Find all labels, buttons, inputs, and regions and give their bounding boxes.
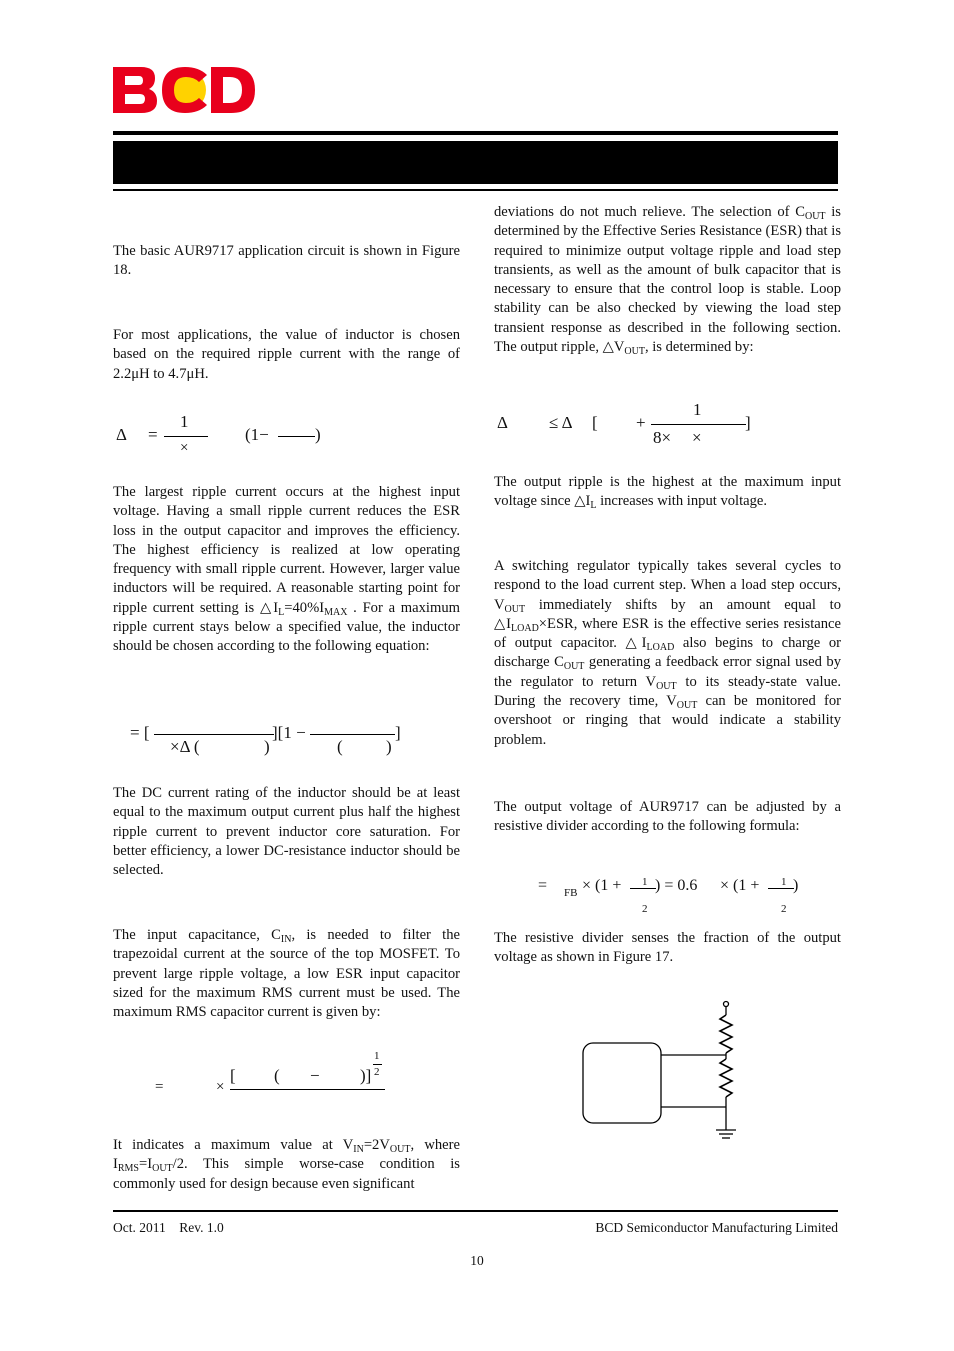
footer-date-revision: Oct. 2011 Rev. 1.0 <box>113 1220 224 1235</box>
eq5-equals: = <box>538 877 548 894</box>
p3-text-b: =40%I <box>284 599 325 616</box>
eq3-exponent-bar <box>373 1064 382 1065</box>
rp2-text-b: increases with input voltage. <box>596 493 768 510</box>
p5-sub-in: IN <box>280 934 292 945</box>
eq5-close2: ) <box>793 877 799 894</box>
eq2-close2: ) <box>386 737 392 756</box>
eq5-times1: × (1 + <box>582 877 622 894</box>
eq1-paren: (1− <box>245 425 269 444</box>
rp3-text-f: to its steady-state value. During the recovery time, V <box>494 673 841 710</box>
resistor-r2 <box>720 1059 732 1097</box>
rp3-sub-load: LOAD <box>511 622 539 634</box>
eq2-fraction-bar-2 <box>310 734 395 735</box>
p3-sub-max: MAX <box>324 606 348 618</box>
rp3-text-b: immediately shifts by an amount equal to △I <box>494 596 841 632</box>
eq3-close: )] <box>360 1066 372 1085</box>
eq1-close: ) <box>315 425 321 444</box>
eq5-two2: 2 <box>781 903 787 915</box>
footer-rule <box>113 1210 838 1212</box>
p6-sub-out: OUT <box>389 1144 411 1155</box>
rp3-sub-out4: OUT <box>676 700 698 712</box>
p3-text-a: The largest ripple current occurs at the highest input voltage. Having a small ripple current reduces the ESR loss in the output capacitor and improves the efficiency. The highest efficiency is realized at low operating frequency with small ripple current. However, larger value inductors will be required. A reasonable starting point for ripple current setting is △I <box>113 484 460 616</box>
rp3-text-g: can be monitored for overshoot or ringing that would indicate a stability problem. <box>494 693 842 748</box>
rp3-sub-load2: LOAD <box>646 642 675 654</box>
p5-text-b: , is needed to filter the trapezoidal current at the source of the top MOSFET. To prevent large ripple voltage, a low ESR input capacitor sized for the maximum RMS current must be used. The maximum RMS capacitor current is given by: <box>113 927 460 1021</box>
logo-letter-d <box>211 67 255 113</box>
eq2-lead: = [ <box>130 723 150 742</box>
rp3-text-d: also begins to charge or discharge C <box>494 635 841 671</box>
rp1-text-b: is determined by the Effective Series Resistance (ESR) that is required to minimize output voltage ripple and load step transients, as well as the amount of bulk capacitor that is necessary to ensure that the control loop is stable. Loop stability can be also checked by viewing the load step transient response as described in the following section. The output ripple, △V <box>494 204 841 356</box>
rp1-sub-out: OUT <box>804 211 826 222</box>
eq3-exponent-num: 1 <box>374 1050 380 1062</box>
eq1-fraction-bar <box>164 436 208 437</box>
paragraph-resistive-divider: The resistive divider senses the fraction of the output voltage as shown in Figure 17. <box>494 930 841 966</box>
p6-sub-out2: OUT <box>152 1163 173 1175</box>
eq4-times: × <box>692 428 702 447</box>
p6-sub-rms: RMS <box>117 1163 139 1175</box>
eq1-times: × <box>180 440 189 456</box>
rp2-text-a: The output ripple is the highest at the maximum input voltage since △I <box>494 474 841 510</box>
resistor-r1 <box>720 1015 732 1053</box>
eq4-delta: Δ <box>497 413 508 432</box>
paragraph-input-capacitance <box>113 926 460 1022</box>
eq5-close1: ) = 0.6 <box>655 877 698 894</box>
eq4-numerator: 1 <box>693 400 702 419</box>
logo-letter-b <box>113 67 157 113</box>
eq2-bracket: ][1 − <box>272 723 306 742</box>
eq3-minus: − <box>310 1066 320 1085</box>
paragraph-load-step <box>494 557 841 750</box>
eq3-equals: = <box>155 1079 164 1095</box>
p3-text-c: . For a maximum ripple current stays below a specified value, the inductor should be chosen according to the following equation: <box>113 599 460 655</box>
eq1-numerator: 1 <box>180 412 189 431</box>
rp3-text-a: A switching regulator typically takes several cycles to respond to the load current step. When a load step occurs, V <box>494 558 841 613</box>
paragraph-ripple-current <box>113 483 460 657</box>
rp3-sub-out2: OUT <box>563 661 585 673</box>
rp3-text-e: generating a feedback error signal used by the regulator to return V <box>494 654 841 690</box>
eq3-exponent-den: 2 <box>374 1066 380 1078</box>
eq2-mid: ×Δ ( <box>170 737 200 756</box>
rp1-text-c: , is determined by: <box>644 339 754 356</box>
p6-text-e: /2. This simple worse-case condition is commonly used for design because even significant <box>113 1156 460 1192</box>
p6-sub-in: IN <box>353 1144 364 1155</box>
rp3-sub-out: OUT <box>504 603 526 615</box>
eq5-fraction-bar-2 <box>768 888 794 889</box>
p6-text-b: =2V <box>363 1137 390 1153</box>
rp2-sub-l: L <box>590 500 597 512</box>
page-number: 10 <box>470 1253 484 1268</box>
eq2-open2: ( <box>337 737 343 756</box>
ic-block <box>583 1043 661 1123</box>
paragraph-output-voltage: The output voltage of AUR9717 can be adjusted by a resistive divider according to the following formula: <box>494 799 841 835</box>
eq4-close: ] <box>745 413 751 432</box>
paragraph-output-capacitor <box>494 203 841 357</box>
paragraph-inductor-choice: For most applications, the value of inductor is chosen based on the required ripple current with the range of 2.2μH to 4.7μH. <box>113 327 460 382</box>
paragraph-application-circuit: The basic AUR9717 application circuit is shown in Figure 18. <box>113 243 460 279</box>
eq3-paren-open: ( <box>274 1066 280 1085</box>
eq5-fraction-bar-1 <box>630 888 656 889</box>
eq5-one2: 1 <box>781 876 787 888</box>
resistive-divider-schematic <box>575 995 745 1145</box>
eq4-le: ≤ Δ <box>549 413 573 432</box>
footer-company: BCD Semiconductor Manufacturing Limited <box>595 1220 838 1235</box>
eq4-fraction-bar <box>651 424 746 425</box>
eq2-close1: ) <box>264 737 270 756</box>
header-rule-thin <box>113 189 838 191</box>
header-title-band <box>113 141 838 184</box>
header-rule <box>113 131 838 135</box>
p5-text-a: The input capacitance, C <box>113 927 281 943</box>
paragraph-ripple-highest <box>494 473 841 512</box>
eq5-two1: 2 <box>642 903 648 915</box>
rp3-text-c: ×ESR, where ESR is the effective series resistance of output capacitor. △I <box>494 615 841 652</box>
p6-text-c: , where I <box>113 1137 461 1173</box>
rp1-sub-out2: OUT <box>624 346 645 358</box>
eq4-open: [ <box>592 413 598 432</box>
eq3-times: × <box>216 1079 225 1095</box>
eq5-times2: × (1 + <box>720 877 760 894</box>
eq2-end: ] <box>395 723 401 742</box>
p6-text-d: =I <box>139 1156 153 1173</box>
rp3-sub-out3: OUT <box>656 680 677 692</box>
bcd-logo <box>113 67 255 113</box>
eq1-fraction-bar-2 <box>278 436 315 437</box>
vout-node <box>724 1002 729 1007</box>
eq1-equals: = <box>148 425 158 444</box>
paragraph-rms-condition <box>113 1136 460 1194</box>
eq4-plus: + <box>636 413 646 432</box>
p6-text-a: It indicates a maximum value at V <box>113 1137 354 1153</box>
eq5-one1: 1 <box>642 876 648 888</box>
eq2-fraction-bar-1 <box>154 734 274 735</box>
eq1-delta: Δ <box>116 425 127 444</box>
p3-sub-l: L <box>278 606 285 618</box>
paragraph-dc-current-rating: The DC current rating of the inductor should be at least equal to the maximum output current plus half the highest ripple current to prevent inductor core saturation. For better efficiency, a lower DC-resistance inductor should be selected. <box>113 785 460 879</box>
rp1-text-a: deviations do not much relieve. The selection of C <box>494 204 805 220</box>
eq4-denominator: 8× <box>653 428 672 447</box>
eq3-fraction-bar <box>230 1089 385 1090</box>
eq3-open: [ <box>230 1066 236 1085</box>
eq5-fb: FB <box>564 887 578 899</box>
